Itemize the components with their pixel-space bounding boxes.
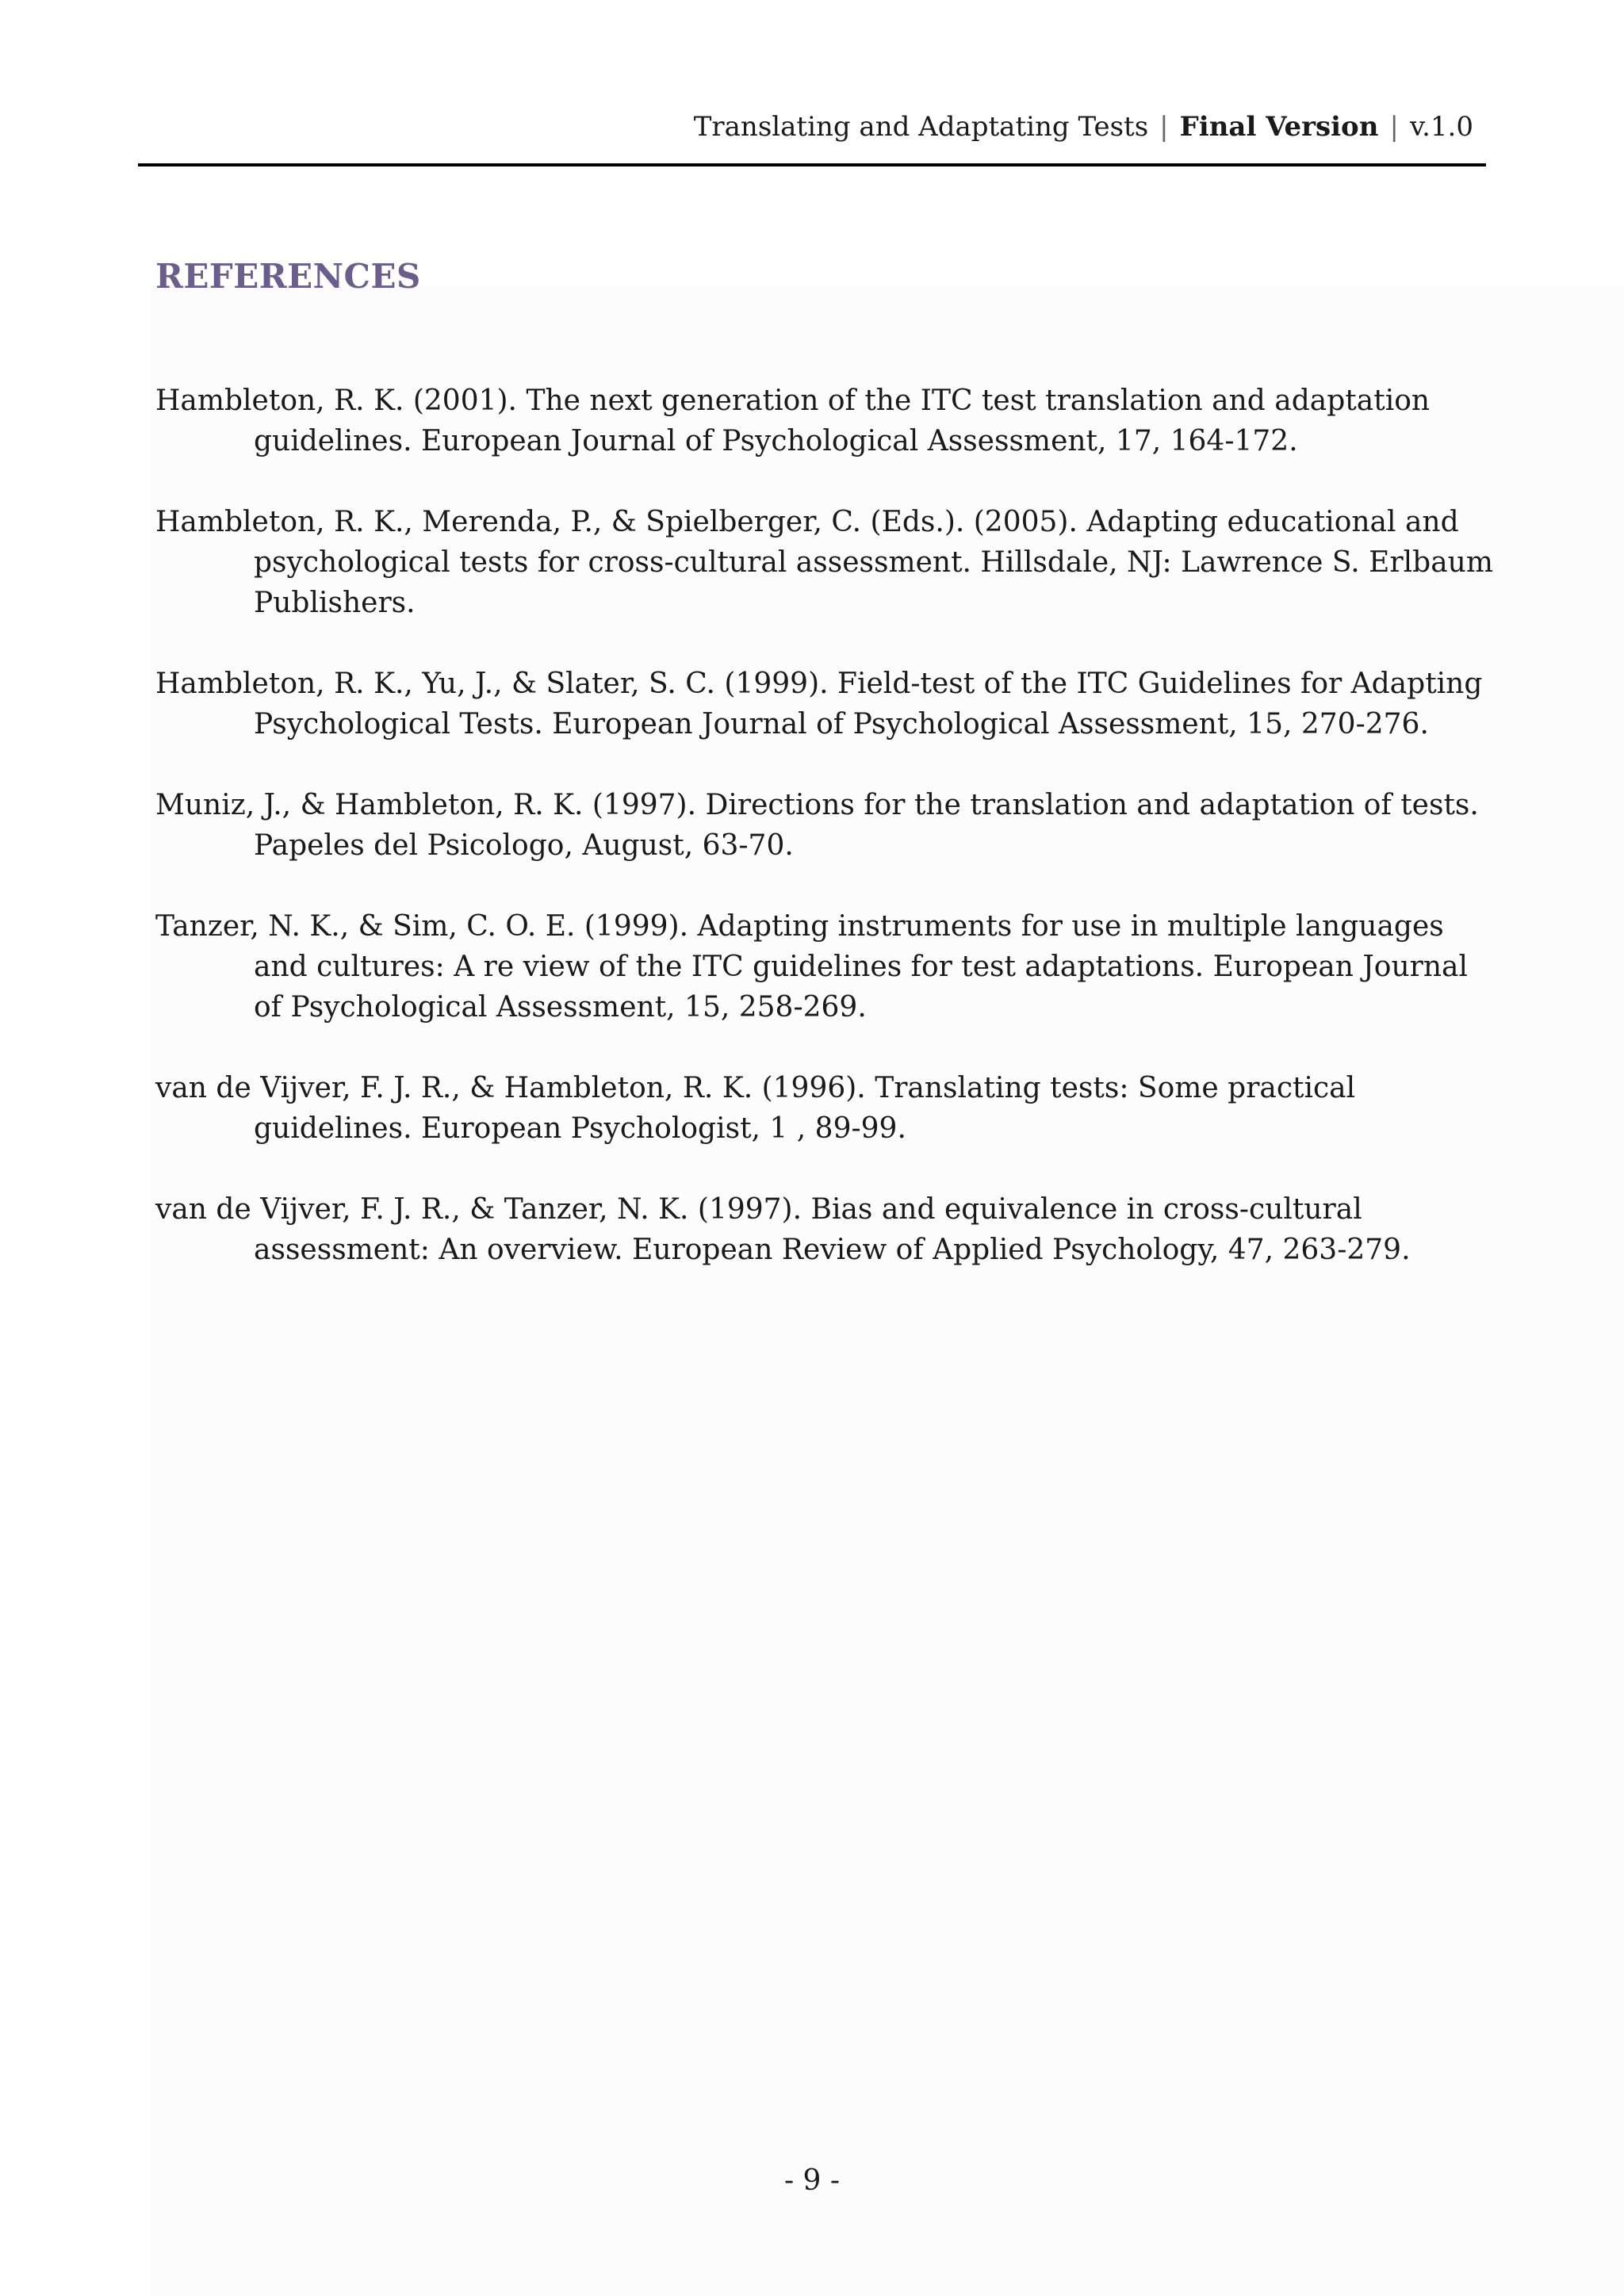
header-rule bbox=[138, 163, 1486, 166]
reference-entry: Hambleton, R. K. (2001). The next generation of the ITC test translation and adaptation guidelines. European Journal of Psychological Assessment, 17, 164-172. bbox=[155, 385, 1431, 457]
reference-entry: Hambleton, R. K., Merenda, P., & Spielberger, C. (Eds.). (2005). Adapting educational and psychological tests for cross-cultural assessment. Hillsdale, NJ: Lawrence S. Erlbaum Publishers. bbox=[155, 506, 1493, 619]
page-number: - 9 - bbox=[783, 2164, 841, 2197]
section-title: REFERENCES bbox=[155, 257, 421, 296]
reference-entry: van de Vijver, F. J. R., & Tanzer, N. K. (1997). Bias and equivalence in cross-cultural assessment: An overview. European Review of Applied Psychology, 47, 263-279. bbox=[155, 1193, 1411, 1266]
reference-entry: Hambleton, R. K., Yu, J., & Slater, S. C. (1999). Field-test of the ITC Guidelines for Adapting Psychological Tests. European Journal of Psychological Assessment, 15, 270-276. bbox=[155, 668, 1483, 740]
reference-entry: van de Vijver, F. J. R., & Hambleton, R. K. (1996). Translating tests: Some practical guidelines. European Psychologist, 1 , 89-99. bbox=[155, 1072, 1356, 1145]
running-header bbox=[694, 111, 1473, 143]
header-title: Translating and Adaptating Tests bbox=[693, 111, 1149, 143]
header-version: v.1.0 bbox=[1409, 111, 1473, 143]
reference-entry: Muniz, J., & Hambleton, R. K. (1997). Directions for the translation and adaptation of tests. Papeles del Psicologo, August, 63-70. bbox=[155, 789, 1479, 862]
header-separator: | bbox=[1389, 111, 1399, 143]
reference-list bbox=[155, 381, 1503, 1311]
header-version-label: Final Version bbox=[1179, 111, 1379, 143]
header-separator: | bbox=[1159, 111, 1169, 143]
reference-entry: Tanzer, N. K., & Sim, C. O. E. (1999). Adapting instruments for use in multiple languages and cultures: A re view of the ITC guidelines for test adaptations. European Journal of Psychological Assessment, 15, 258-269. bbox=[155, 910, 1469, 1024]
